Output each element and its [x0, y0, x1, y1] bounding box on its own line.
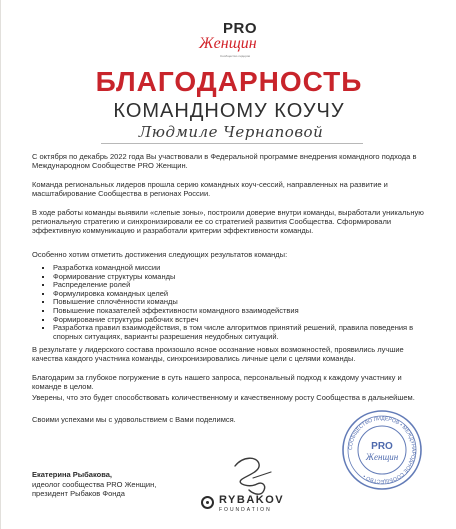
intro-paragraph: С октября по декабрь 2022 года Вы участвовали в Федеральной программе внедрения командного подхода в Международном Сообществе PRO Женщин.	[32, 152, 417, 171]
results-list	[41, 264, 443, 341]
thanks-paragraph: Благодарим за глубокое погружение в суть нашего запроса, персональный подход к каждому участнику и команде в целом.	[32, 373, 402, 392]
stamp-brand-text: Женщин	[365, 452, 399, 462]
share-paragraph: Своими успехами мы с удовольствием с Вами поделимся.	[32, 415, 236, 424]
list-item: ▪ Формулировка командных целей	[53, 290, 443, 299]
list-item: ▪ Повышение сплочённости команды	[53, 298, 443, 307]
logo-pro-text: PRO	[223, 20, 258, 37]
results-intro: Особенно хотим отметить достижения следующих результатов команды:	[32, 250, 288, 259]
handwritten-signature	[223, 448, 283, 498]
pro-zhenshchin-logo	[197, 20, 265, 62]
list-item: ▪ Повышение показателей эффективности командного взаимодействия	[53, 307, 443, 316]
stamp-ring-text: СООБЩЕСТВО ЛИДЕРОВ • МЕЖДУНАРОДНОЕ СООБЩЕСТВО •	[347, 415, 417, 485]
outcome-paragraph: В результате у лидерского состава произошло ясное осознание новых возможностей, проявились лучшие качества каждого участника команды, синхронизировались личные цели с целями команды.	[32, 345, 404, 364]
confidence-paragraph: Уверены, что это будет способствовать количественному и качественному росту Сообщества в дальнейшем.	[32, 393, 415, 402]
rybakov-wordmark: RYBAKOV	[219, 494, 285, 506]
certificate-title: БЛАГОДАРНОСТЬ	[95, 66, 363, 97]
signer-title: президент Рыбаков Фонда	[32, 489, 125, 498]
list-item: ▪ Распределение ролей	[53, 281, 443, 290]
signer-block	[32, 470, 192, 499]
rybakov-foundation-logo	[201, 493, 291, 517]
stamp-pro-text: PRO	[371, 441, 393, 452]
list-item: ▪ Разработка правил взаимодействия, в том числе алгоритмов принятий решений, правила поведения в спорных ситуациях, варианты разрешения неудобных ситуаций.	[53, 324, 443, 341]
certificate-subtitle: КОМАНДНОМУ КОУЧУ	[113, 100, 345, 122]
signer-role: идеолог сообщества PRO Женщин,	[32, 479, 157, 489]
rybakov-foundation-text: FOUNDATION	[219, 507, 272, 513]
recipient-name: Людмиле Чернаповой	[138, 123, 324, 141]
team-paragraph: Команда региональных лидеров прошла серию командных коуч-сессий, направленных на развитие и масштабирование Сообщества в регионах России.	[32, 180, 388, 199]
rybakov-mark-icon	[201, 496, 214, 509]
recipient-underline	[101, 143, 363, 144]
logo-subtitle: Сообщество лидеров	[219, 54, 251, 58]
list-item: ▪ Формирование структуры команды	[53, 273, 443, 282]
signer-name: Екатерина Рыбакова,	[32, 470, 112, 479]
list-item: ▪ Разработка командной миссии	[53, 264, 443, 273]
logo-brand-text: Женщин	[199, 35, 257, 52]
work-paragraph: В ходе работы команды выявили «слепые зоны», построили доверие внутри команды, выработали уникальную региональную стратегию и синхронизировали ее со стратегией развития Сообщества. Сформировали эффективную коммуникацию и разработали критерии эффективности команды.	[32, 208, 424, 236]
round-stamp	[341, 409, 423, 491]
list-item: ▪ Формирование структуры рабочих встреч	[53, 316, 443, 325]
